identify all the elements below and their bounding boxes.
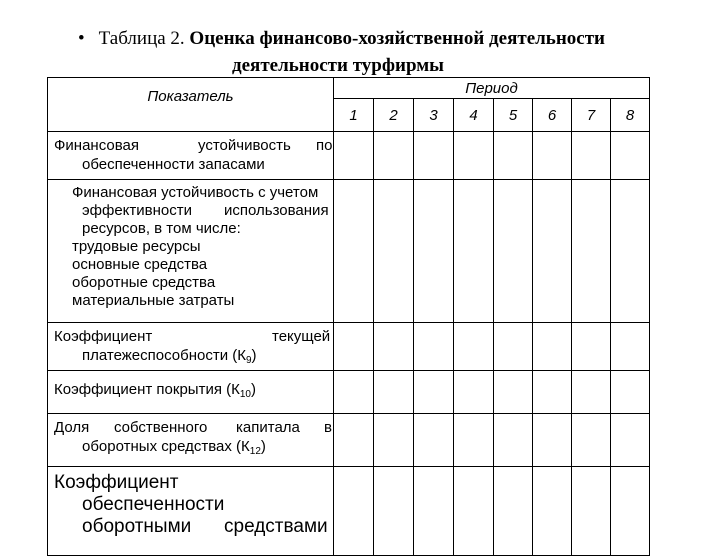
- value-cell: [414, 132, 454, 180]
- cell-text: устойчивость: [198, 137, 291, 154]
- cell-text: Доля: [54, 419, 90, 436]
- value-cell: [494, 371, 533, 414]
- value-cell: [533, 132, 572, 180]
- caption-title-line-1: Оценка финансово-хозяйственной деятельности: [189, 28, 605, 49]
- table-row: [48, 180, 650, 323]
- table-row: [48, 467, 650, 556]
- cell-text: обеспеченности: [82, 494, 225, 515]
- cell-text: обеспеченности запасами: [82, 156, 265, 173]
- cell-text: средствами: [224, 516, 328, 537]
- value-cell: [572, 180, 611, 323]
- value-cell: [494, 323, 533, 371]
- cell-text: по: [316, 137, 333, 154]
- header-period-5: 5: [494, 99, 533, 132]
- caption-line-1: [78, 26, 605, 51]
- table-row: [48, 371, 650, 414]
- cell-text: Коэффициент покрытия $(К_{10})$: [54, 381, 256, 400]
- value-cell: [494, 132, 533, 180]
- cell-text: трудовые ресурсы: [72, 238, 201, 255]
- cell-text: материальные затраты: [72, 292, 235, 309]
- value-cell: [374, 467, 414, 556]
- value-cell: [572, 132, 611, 180]
- cell-text: оборотные средства: [72, 274, 216, 291]
- cell-text: ресурсов, в том числе:: [82, 220, 241, 237]
- value-cell: [611, 414, 650, 467]
- value-cell: [494, 467, 533, 556]
- cell-text: платежеспособности $(К_9)$: [82, 347, 257, 366]
- header-period: Период: [334, 78, 650, 99]
- header-period-3: 3: [414, 99, 454, 132]
- table-row: [48, 323, 650, 371]
- value-cell: [454, 132, 494, 180]
- value-cell: [533, 371, 572, 414]
- value-cell: [454, 180, 494, 323]
- cell-text: в: [324, 419, 332, 436]
- cell-text: Финансовая: [54, 137, 139, 154]
- header-period-7: 7: [572, 99, 611, 132]
- value-cell: [374, 323, 414, 371]
- evaluation-table: [47, 77, 650, 556]
- value-cell: [414, 371, 454, 414]
- value-cell: [414, 180, 454, 323]
- bullet: •: [78, 28, 85, 49]
- value-cell: [454, 323, 494, 371]
- cell-text: эффективности: [82, 202, 193, 219]
- cell-text: оборотных средствах $(К_{12})$: [82, 438, 266, 457]
- value-cell: [334, 323, 374, 371]
- value-cell: [454, 467, 494, 556]
- caption-title-line-2: деятельности турфирмы: [232, 55, 445, 76]
- cell-text: Коэффициент: [54, 328, 153, 345]
- value-cell: [334, 414, 374, 467]
- indicator-cell: [48, 323, 334, 371]
- value-cell: [374, 132, 414, 180]
- cell-text: оборотными: [82, 516, 192, 537]
- value-cell: [572, 414, 611, 467]
- value-cell: [374, 414, 414, 467]
- cell-text: основные средства: [72, 256, 208, 273]
- indicator-cell: [48, 180, 334, 323]
- value-cell: [611, 180, 650, 323]
- header-period-6: 6: [533, 99, 572, 132]
- table-row: [48, 132, 650, 180]
- cell-text: текущей: [272, 328, 331, 345]
- value-cell: [334, 132, 374, 180]
- indicator-cell: [48, 467, 334, 556]
- value-cell: [533, 414, 572, 467]
- indicator-cell: [48, 414, 334, 467]
- value-cell: [334, 371, 374, 414]
- value-cell: [533, 180, 572, 323]
- value-cell: [572, 371, 611, 414]
- value-cell: [611, 323, 650, 371]
- value-cell: [334, 467, 374, 556]
- value-cell: [454, 371, 494, 414]
- header-period-1: 1: [334, 99, 374, 132]
- value-cell: [374, 371, 414, 414]
- value-cell: [572, 467, 611, 556]
- value-cell: [334, 180, 374, 323]
- value-cell: [414, 323, 454, 371]
- cell-text: использования: [224, 202, 329, 219]
- value-cell: [611, 132, 650, 180]
- indicator-cell: [48, 371, 334, 414]
- value-cell: [533, 323, 572, 371]
- table-row: [48, 414, 650, 467]
- header-period-4: 4: [454, 99, 494, 132]
- header-period-2: 2: [374, 99, 414, 132]
- value-cell: [494, 180, 533, 323]
- indicator-cell: [48, 132, 334, 180]
- caption-prefix: Таблица 2.: [98, 28, 190, 49]
- cell-text: Коэффициент: [54, 472, 179, 493]
- cell-text: капитала: [236, 419, 300, 436]
- value-cell: [611, 467, 650, 556]
- value-cell: [374, 180, 414, 323]
- value-cell: [572, 323, 611, 371]
- value-cell: [533, 467, 572, 556]
- value-cell: [414, 414, 454, 467]
- value-cell: [611, 371, 650, 414]
- value-cell: [454, 414, 494, 467]
- header-period-8: 8: [611, 99, 650, 132]
- cell-text: Финансовая устойчивость с учетом: [72, 184, 319, 201]
- header-indicator: Показатель: [48, 78, 334, 132]
- value-cell: [494, 414, 533, 467]
- cell-text: собственного: [114, 419, 208, 436]
- value-cell: [414, 467, 454, 556]
